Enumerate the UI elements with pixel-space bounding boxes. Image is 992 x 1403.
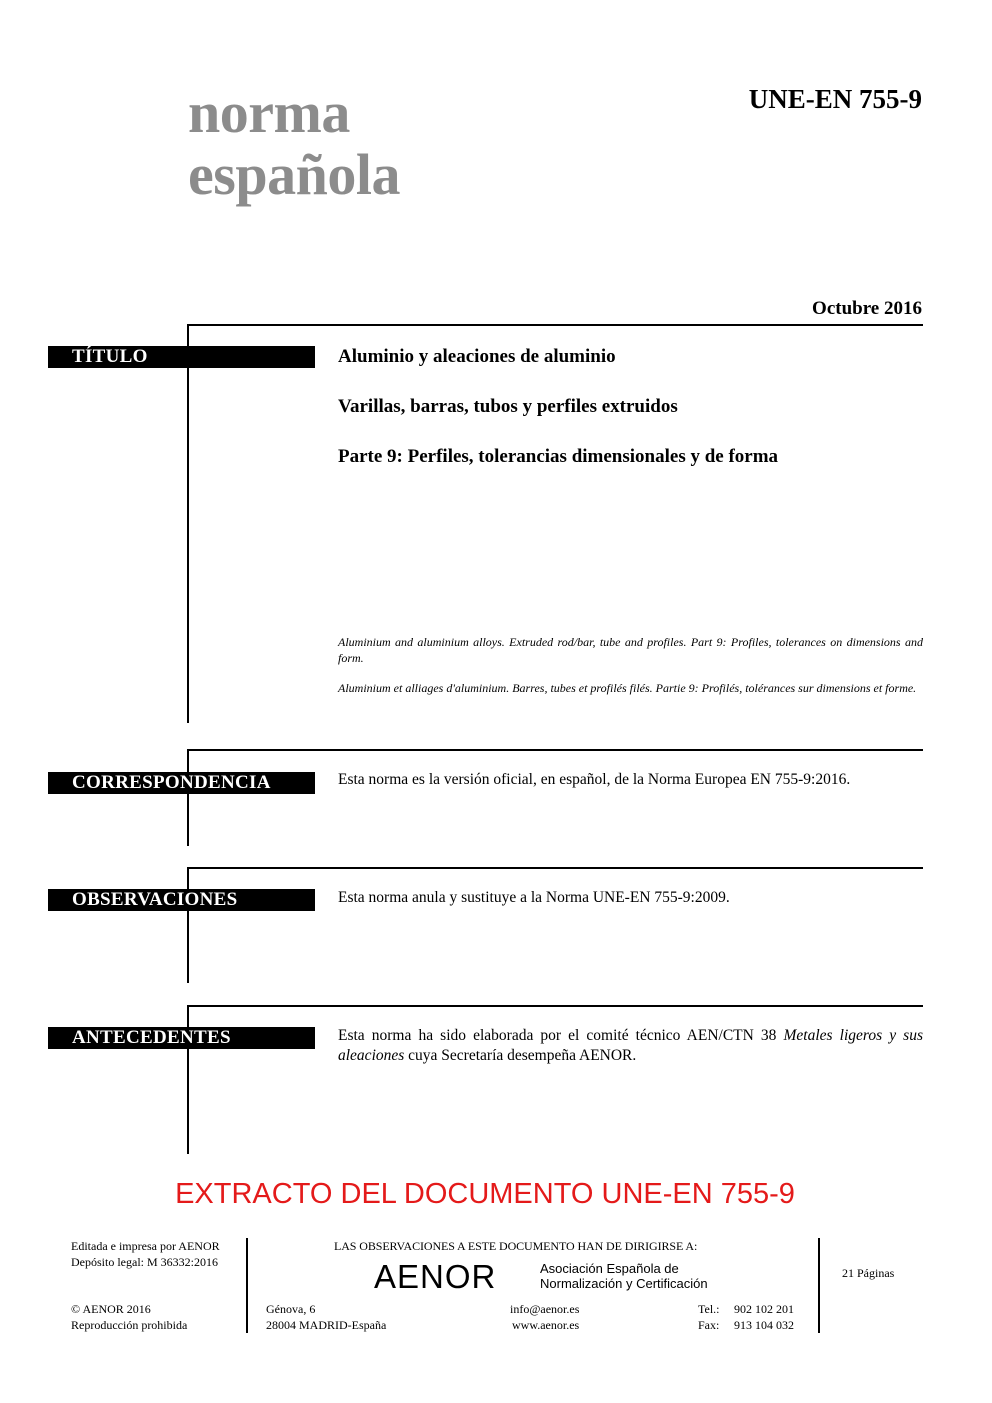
fax-number: 913 104 032 bbox=[734, 1318, 794, 1332]
publication-date: Octubre 2016 bbox=[812, 298, 922, 319]
english-title: Aluminium and aluminium alloys. Extruded rod/bar, tube and profiles. Part 9: Profiles, tolerances on dimensions and form. bbox=[338, 635, 923, 665]
section-divider bbox=[188, 867, 923, 869]
label-correspondencia: CORRESPONDENCIA bbox=[48, 772, 315, 794]
footer-email[interactable]: info@aenor.es bbox=[510, 1302, 580, 1316]
observations-header: LAS OBSERVACIONES A ESTE DOCUMENTO HAN DE DIRIGIRSE A: bbox=[334, 1239, 698, 1253]
standard-code: UNE-EN 755-9 bbox=[748, 84, 922, 114]
fax-label: Fax: bbox=[698, 1318, 720, 1332]
committee-name: Metales ligeros y sus aleaciones bbox=[338, 1027, 923, 1064]
section-divider bbox=[188, 324, 923, 326]
antecedentes-text-start: Esta norma ha sido elaborada por el comité técnico AEN/CTN 38 bbox=[338, 1027, 784, 1044]
antecedentes-text bbox=[338, 1026, 923, 1066]
observaciones-text: Esta norma anula y sustituye a la Norma UNE-EN 755-9:2009. bbox=[338, 889, 730, 906]
brand-line-1: norma bbox=[188, 80, 350, 145]
section-rule bbox=[187, 749, 189, 846]
section-rule bbox=[187, 324, 189, 723]
org-line-1: Asociación Española de bbox=[540, 1261, 679, 1276]
extract-notice: EXTRACTO DEL DOCUMENTO UNE-EN 755-9 bbox=[175, 1178, 795, 1210]
label-antecedentes: ANTECEDENTES bbox=[48, 1027, 315, 1049]
section-divider bbox=[188, 749, 923, 751]
antecedentes-text-end: cuya Secretaría desempeña AENOR. bbox=[404, 1047, 637, 1064]
section-divider bbox=[188, 1005, 923, 1007]
footer-separator-left bbox=[246, 1238, 248, 1333]
tel-label: Tel.: bbox=[698, 1302, 720, 1316]
footer-edited: Editada e impresa por AENOR bbox=[71, 1239, 220, 1253]
tel-number: 902 102 201 bbox=[734, 1302, 794, 1316]
footer-web[interactable]: www.aenor.es bbox=[512, 1318, 580, 1332]
french-title: Aluminium et alliages d'aluminium. Barres, tubes et profilés filés. Partie 9: Profilés, tolérances sur dimensions et forme. bbox=[338, 681, 917, 695]
aenor-org-name bbox=[540, 1261, 708, 1291]
footer-reproduction: Reproducción prohibida bbox=[71, 1318, 188, 1332]
section-rule bbox=[187, 867, 189, 983]
footer-address-2: 28004 MADRID-España bbox=[266, 1318, 387, 1332]
brand-line-2: española bbox=[188, 142, 400, 207]
title-line-3: Parte 9: Perfiles, tolerancias dimensionales y de forma bbox=[338, 446, 779, 467]
footer-deposit: Depósito legal: M 36332:2016 bbox=[71, 1255, 218, 1269]
footer-copyright: © AENOR 2016 bbox=[71, 1302, 151, 1316]
title-line-2: Varillas, barras, tubos y perfiles extruidos bbox=[338, 396, 678, 417]
aenor-logo: AENOR bbox=[374, 1258, 497, 1295]
label-titulo: TÍTULO bbox=[48, 346, 315, 368]
org-line-2: Normalización y Certificación bbox=[540, 1276, 708, 1291]
correspondencia-text: Esta norma es la versión oficial, en español, de la Norma Europea EN 755-9:2016. bbox=[338, 771, 851, 788]
label-observaciones: OBSERVACIONES bbox=[48, 889, 315, 911]
page-count: 21 Páginas bbox=[842, 1266, 895, 1280]
title-line-1: Aluminio y aleaciones de aluminio bbox=[338, 346, 616, 367]
footer-separator-right bbox=[818, 1238, 820, 1333]
footer-address-1: Génova, 6 bbox=[266, 1302, 316, 1316]
